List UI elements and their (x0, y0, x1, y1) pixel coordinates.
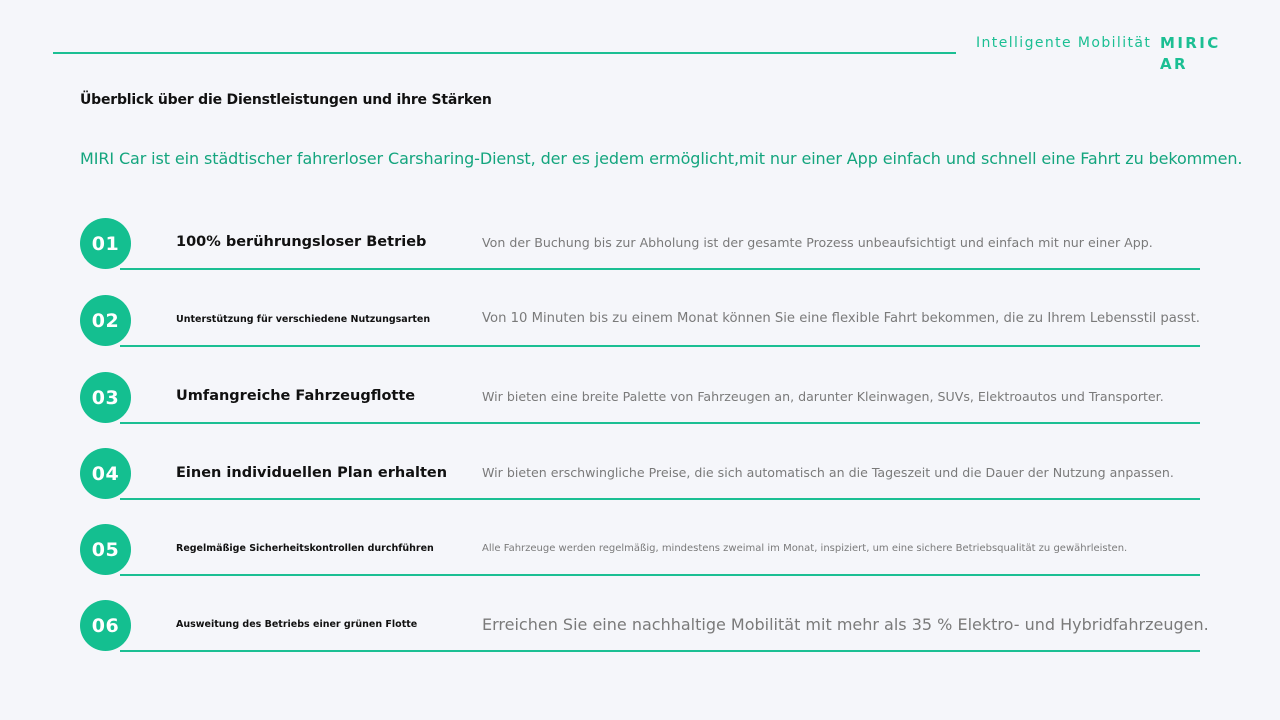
item-description: Von der Buchung bis zur Abholung ist der gesamte Prozess unbeaufsichtigt und einfach mit nur einer App. (482, 235, 1153, 250)
item-number-badge: 05 (80, 524, 131, 575)
item-number-badge: 04 (80, 448, 131, 499)
item-description: Von 10 Minuten bis zu einem Monat können Sie eine flexible Fahrt bekommen, die zu Ihrem Lebensstil passt. (482, 311, 1200, 326)
item-description: Alle Fahrzeuge werden regelmäßig, mindestens zweimal im Monat, inspiziert, um eine sichere Betriebsqualität zu gewährleisten. (482, 543, 1128, 554)
service-item-05 (80, 524, 1200, 576)
item-title: 100% berührungsloser Betrieb (176, 234, 427, 250)
service-item-06 (80, 600, 1209, 652)
item-divider (120, 574, 1200, 576)
section-title: Überblick über die Dienstleistungen und ihre Stärken (80, 92, 492, 108)
item-title: Einen individuellen Plan erhalten (176, 465, 448, 481)
item-number-badge: 01 (80, 218, 131, 269)
service-item-03 (80, 372, 1200, 424)
item-title: Regelmäßige Sicherheitskontrollen durchführen (176, 543, 434, 554)
service-item-04 (80, 448, 1200, 500)
header-tagline: Intelligente Mobilität (976, 35, 1152, 51)
service-item-01 (80, 218, 1200, 270)
item-divider (120, 422, 1200, 424)
item-divider (120, 650, 1200, 652)
item-divider (120, 268, 1200, 270)
brand-logo-text: MIRICAR (1160, 34, 1221, 73)
service-item-02 (80, 295, 1200, 347)
header-divider (53, 52, 956, 54)
item-description: Erreichen Sie eine nachhaltige Mobilität mit mehr als 35 % Elektro- und Hybridfahrzeugen. (482, 615, 1209, 634)
item-title: Umfangreiche Fahrzeugflotte (176, 388, 416, 404)
brand-logo (1160, 33, 1230, 75)
lead-text: MIRI Car ist ein städtischer fahrerloser Carsharing-Dienst, der es jedem ermöglicht,mit nur einer App einfach und schnell eine Fahrt zu bekommen. (80, 149, 1243, 168)
item-number-badge: 02 (80, 295, 131, 346)
item-number-badge: 06 (80, 600, 131, 651)
item-description: Wir bieten eine breite Palette von Fahrzeugen an, darunter Kleinwagen, SUVs, Elektroautos und Transporter. (482, 389, 1164, 404)
item-description: Wir bieten erschwingliche Preise, die sich automatisch an die Tageszeit und die Dauer der Nutzung anpassen. (482, 465, 1174, 480)
item-title: Unterstützung für verschiedene Nutzungsarten (176, 314, 431, 325)
item-divider (120, 345, 1200, 347)
item-number-badge: 03 (80, 372, 131, 423)
item-title: Ausweitung des Betriebs einer grünen Flotte (176, 619, 418, 630)
item-divider (120, 498, 1200, 500)
